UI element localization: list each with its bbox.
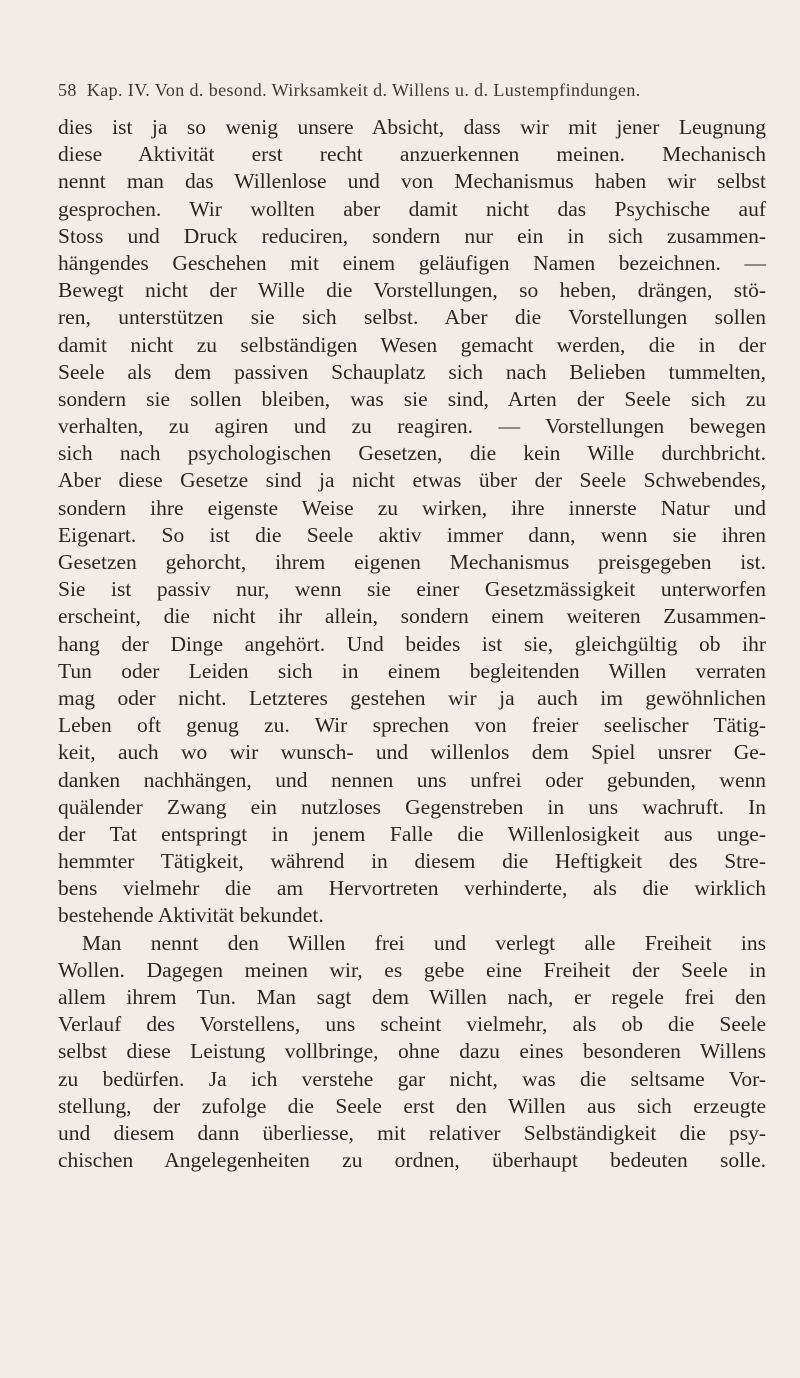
text-line: Stoss und Druck reduciren, sondern nur ein in sich zusammen-: [58, 223, 766, 248]
text-line: Seele als dem passiven Schauplatz sich nach Belieben tummelten,: [58, 359, 766, 384]
text-line: hemmter Tätigkeit, während in diesem die Heftigkeit des Stre-: [58, 849, 766, 874]
text-line: diese Aktivität erst recht anzuerkennen meinen. Mechanisch: [58, 142, 766, 167]
text-line: hang der Dinge angehört. Und beides ist sie, gleichgültig ob ihr: [58, 631, 766, 656]
text-line: der Tat entspringt in jenem Falle die Willenlosigkeit aus unge-: [58, 821, 766, 846]
text-line: erscheint, die nicht ihr allein, sondern einem weiteren Zusammen-: [58, 604, 766, 629]
text-line: Eigenart. So ist die Seele aktiv immer dann, wenn sie ihren: [58, 522, 766, 547]
page-number: 58: [58, 80, 77, 100]
text-line: keit, auch wo wir wunsch- und willenlos dem Spiel unsrer Ge-: [58, 740, 766, 765]
text-line: sondern sie sollen bleiben, was sie sind, Arten der Seele sich zu: [58, 386, 766, 411]
text-line: und diesem dann überliesse, mit relativer Selbständigkeit die psy-: [58, 1120, 766, 1145]
text-line: ren, unterstützen sie sich selbst. Aber die Vorstellungen sollen: [58, 305, 766, 330]
text-line: quälender Zwang ein nutzloses Gegenstreben in uns wachruft. In: [58, 794, 766, 819]
text-line: Leben oft genug zu. Wir sprechen von freier seelischer Tätig-: [58, 713, 766, 738]
running-title: Kap. IV. Von d. besond. Wirksamkeit d. Willens u. d. Lustempfindungen.: [86, 80, 641, 100]
text-line: stellung, der zufolge die Seele erst den Willen aus sich erzeugte: [58, 1093, 766, 1118]
text-line: Man nennt den Willen frei und verlegt alle Freiheit ins: [82, 930, 766, 955]
text-line: selbst diese Leistung vollbringe, ohne dazu eines besonderen Willens: [58, 1039, 766, 1064]
text-line: Gesetzen gehorcht, ihrem eigenen Mechanismus preisgegeben ist.: [58, 550, 766, 574]
text-line: danken nachhängen, und nennen uns unfrei oder gebunden, wenn: [58, 767, 766, 792]
running-head: [58, 80, 764, 104]
text-line: sondern ihre eigenste Weise zu wirken, ihre innerste Natur und: [58, 495, 766, 520]
text-line: verhalten, zu agiren und zu reagiren. — Vorstellungen bewegen: [58, 414, 766, 439]
text-line: zu bedürfen. Ja ich verstehe gar nicht, was die seltsame Vor-: [58, 1066, 766, 1091]
body-text: [58, 114, 766, 1174]
text-line: sich nach psychologischen Gesetzen, die kein Wille durchbricht.: [58, 441, 766, 466]
text-line: damit nicht zu selbständigen Wesen gemacht werden, die in der: [58, 332, 766, 357]
text-line: hängendes Geschehen mit einem geläufigen Namen bezeichnen. —: [58, 250, 766, 275]
text-line: Wollen. Dagegen meinen wir, es gebe eine Freiheit der Seele in: [58, 957, 766, 982]
text-line: chischen Angelegenheiten zu ordnen, überhaupt bedeuten solle.: [58, 1148, 766, 1173]
text-line: gesprochen. Wir wollten aber damit nicht das Psychische auf: [58, 196, 766, 221]
text-line: Tun oder Leiden sich in einem begleitenden Willen verraten: [58, 658, 766, 683]
text-line: dies ist ja so wenig unsere Absicht, dass wir mit jener Leugnung: [58, 115, 766, 139]
text-line: bestehende Aktivität bekundet.: [58, 903, 324, 928]
text-line: allem ihrem Tun. Man sagt dem Willen nach, er regele frei den: [58, 985, 766, 1009]
text-line: mag oder nicht. Letzteres gestehen wir ja auch im gewöhnlichen: [58, 685, 766, 710]
text-line: Sie ist passiv nur, wenn sie einer Gesetzmässigkeit unterworfen: [58, 577, 766, 602]
text-line: Aber diese Gesetze sind ja nicht etwas über der Seele Schwebendes,: [58, 468, 766, 493]
text-line: Verlauf des Vorstellens, uns scheint vielmehr, als ob die Seele: [58, 1012, 766, 1037]
text-line: nennt man das Willenlose und von Mechanismus haben wir selbst: [58, 169, 766, 194]
text-line: bens vielmehr die am Hervortreten verhinderte, als die wirklich: [58, 876, 766, 901]
text-line: Bewegt nicht der Wille die Vorstellungen, so heben, drängen, stö-: [58, 278, 766, 303]
